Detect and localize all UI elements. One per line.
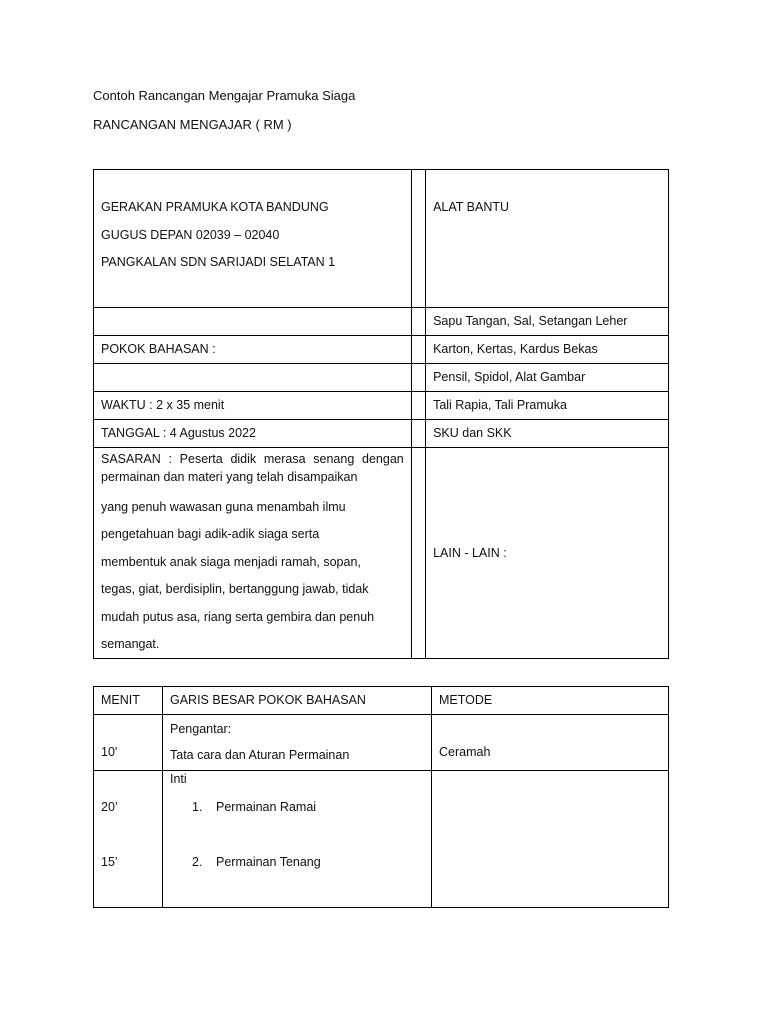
lain-lain-label: LAIN - LAIN : [433,546,507,561]
sasaran-line-2: permainan dan materi yang telah disampaikan [101,470,358,484]
lain-lain-cell [426,448,669,659]
col-header-metode: METODE [432,687,669,715]
alat-item-2: Karton, Kertas, Kardus Bekas [426,336,669,364]
info-table [93,169,669,659]
sasaran-line-4: pengetahuan bagi adik-adik siaga serta [101,527,320,542]
org-line-3: PANGKALAN SDN SARIJADI SELATAN 1 [101,255,336,269]
pengantar-cell [163,715,432,771]
pengantar-label: Pengantar: [170,722,232,736]
organization-cell [94,170,412,308]
col-header-menit: MENIT [94,687,163,715]
table-row [94,420,669,448]
list-item: 2. Permainan Tenang [192,855,321,869]
table-row [94,308,669,336]
table-row [94,392,669,420]
sasaran-line-6: tegas, giat, berdisiplin, bertanggung jawab, tidak [101,582,369,597]
spacer-cell [411,364,425,392]
alat-item-1: Sapu Tangan, Sal, Setangan Leher [426,308,669,336]
sasaran-line-1: SASARAN : Peserta didik merasa senang dengan [101,452,404,466]
alat-item-4: Tali Rapia, Tali Pramuka [426,392,669,420]
waktu-label: WAKTU : 2 x 35 menit [94,392,412,420]
inti-label: Inti [170,772,187,786]
spacer-cell [411,170,425,308]
inti-menit-cell [94,771,163,908]
alat-bantu-label: ALAT BANTU [433,200,510,214]
schedule-header-row [94,687,669,715]
alat-bantu-cell [426,170,669,308]
header-row [94,170,669,308]
table-row [94,364,669,392]
sasaran-line-5: membentuk anak siaga menjadi ramah, sopan, [101,554,361,569]
list-item: 1. Permainan Ramai [192,800,317,814]
sasaran-line-7: mudah putus asa, riang serta gembira dan penuh [101,609,375,624]
pengantar-metode: Ceramah [432,715,669,771]
schedule-table [93,686,669,908]
col-header-garis-besar: GARIS BESAR POKOK BAHASAN [163,687,432,715]
document-subtitle: RANCANGAN MENGAJAR ( RM ) [93,117,292,132]
sasaran-line-3: yang penuh wawasan guna menambah ilmu [101,500,346,514]
spacer-cell [411,420,425,448]
empty-cell [94,308,412,336]
empty-cell [94,364,412,392]
document-title: Contoh Rancangan Mengajar Pramuka Siaga [93,88,356,103]
inti-metode-cell [432,771,669,908]
pengantar-text: Tata cara dan Aturan Permainan [170,748,350,762]
spacer-cell [411,392,425,420]
org-line-2: GUGUS DEPAN 02039 – 02040 [101,227,280,242]
spacer-cell [411,448,425,659]
item1-menit: 20’ [101,800,118,814]
table-row [94,771,669,908]
pokok-bahasan-label: POKOK BAHASAN : [94,336,412,364]
inti-cell [163,771,432,908]
table-row [94,715,669,771]
alat-item-5: SKU dan SKK [426,420,669,448]
tanggal-label: TANGGAL : 4 Agustus 2022 [94,420,412,448]
spacer-cell [411,308,425,336]
alat-item-3: Pensil, Spidol, Alat Gambar [426,364,669,392]
sasaran-row [94,448,669,659]
pengantar-menit: 10' [94,715,163,771]
sasaran-line-8: semangat. [101,637,160,652]
sasaran-cell [94,448,412,659]
item2-menit: 15’ [101,855,118,869]
spacer-cell [411,336,425,364]
org-line-1: GERAKAN PRAMUKA KOTA BANDUNG [101,200,329,214]
table-row [94,336,669,364]
